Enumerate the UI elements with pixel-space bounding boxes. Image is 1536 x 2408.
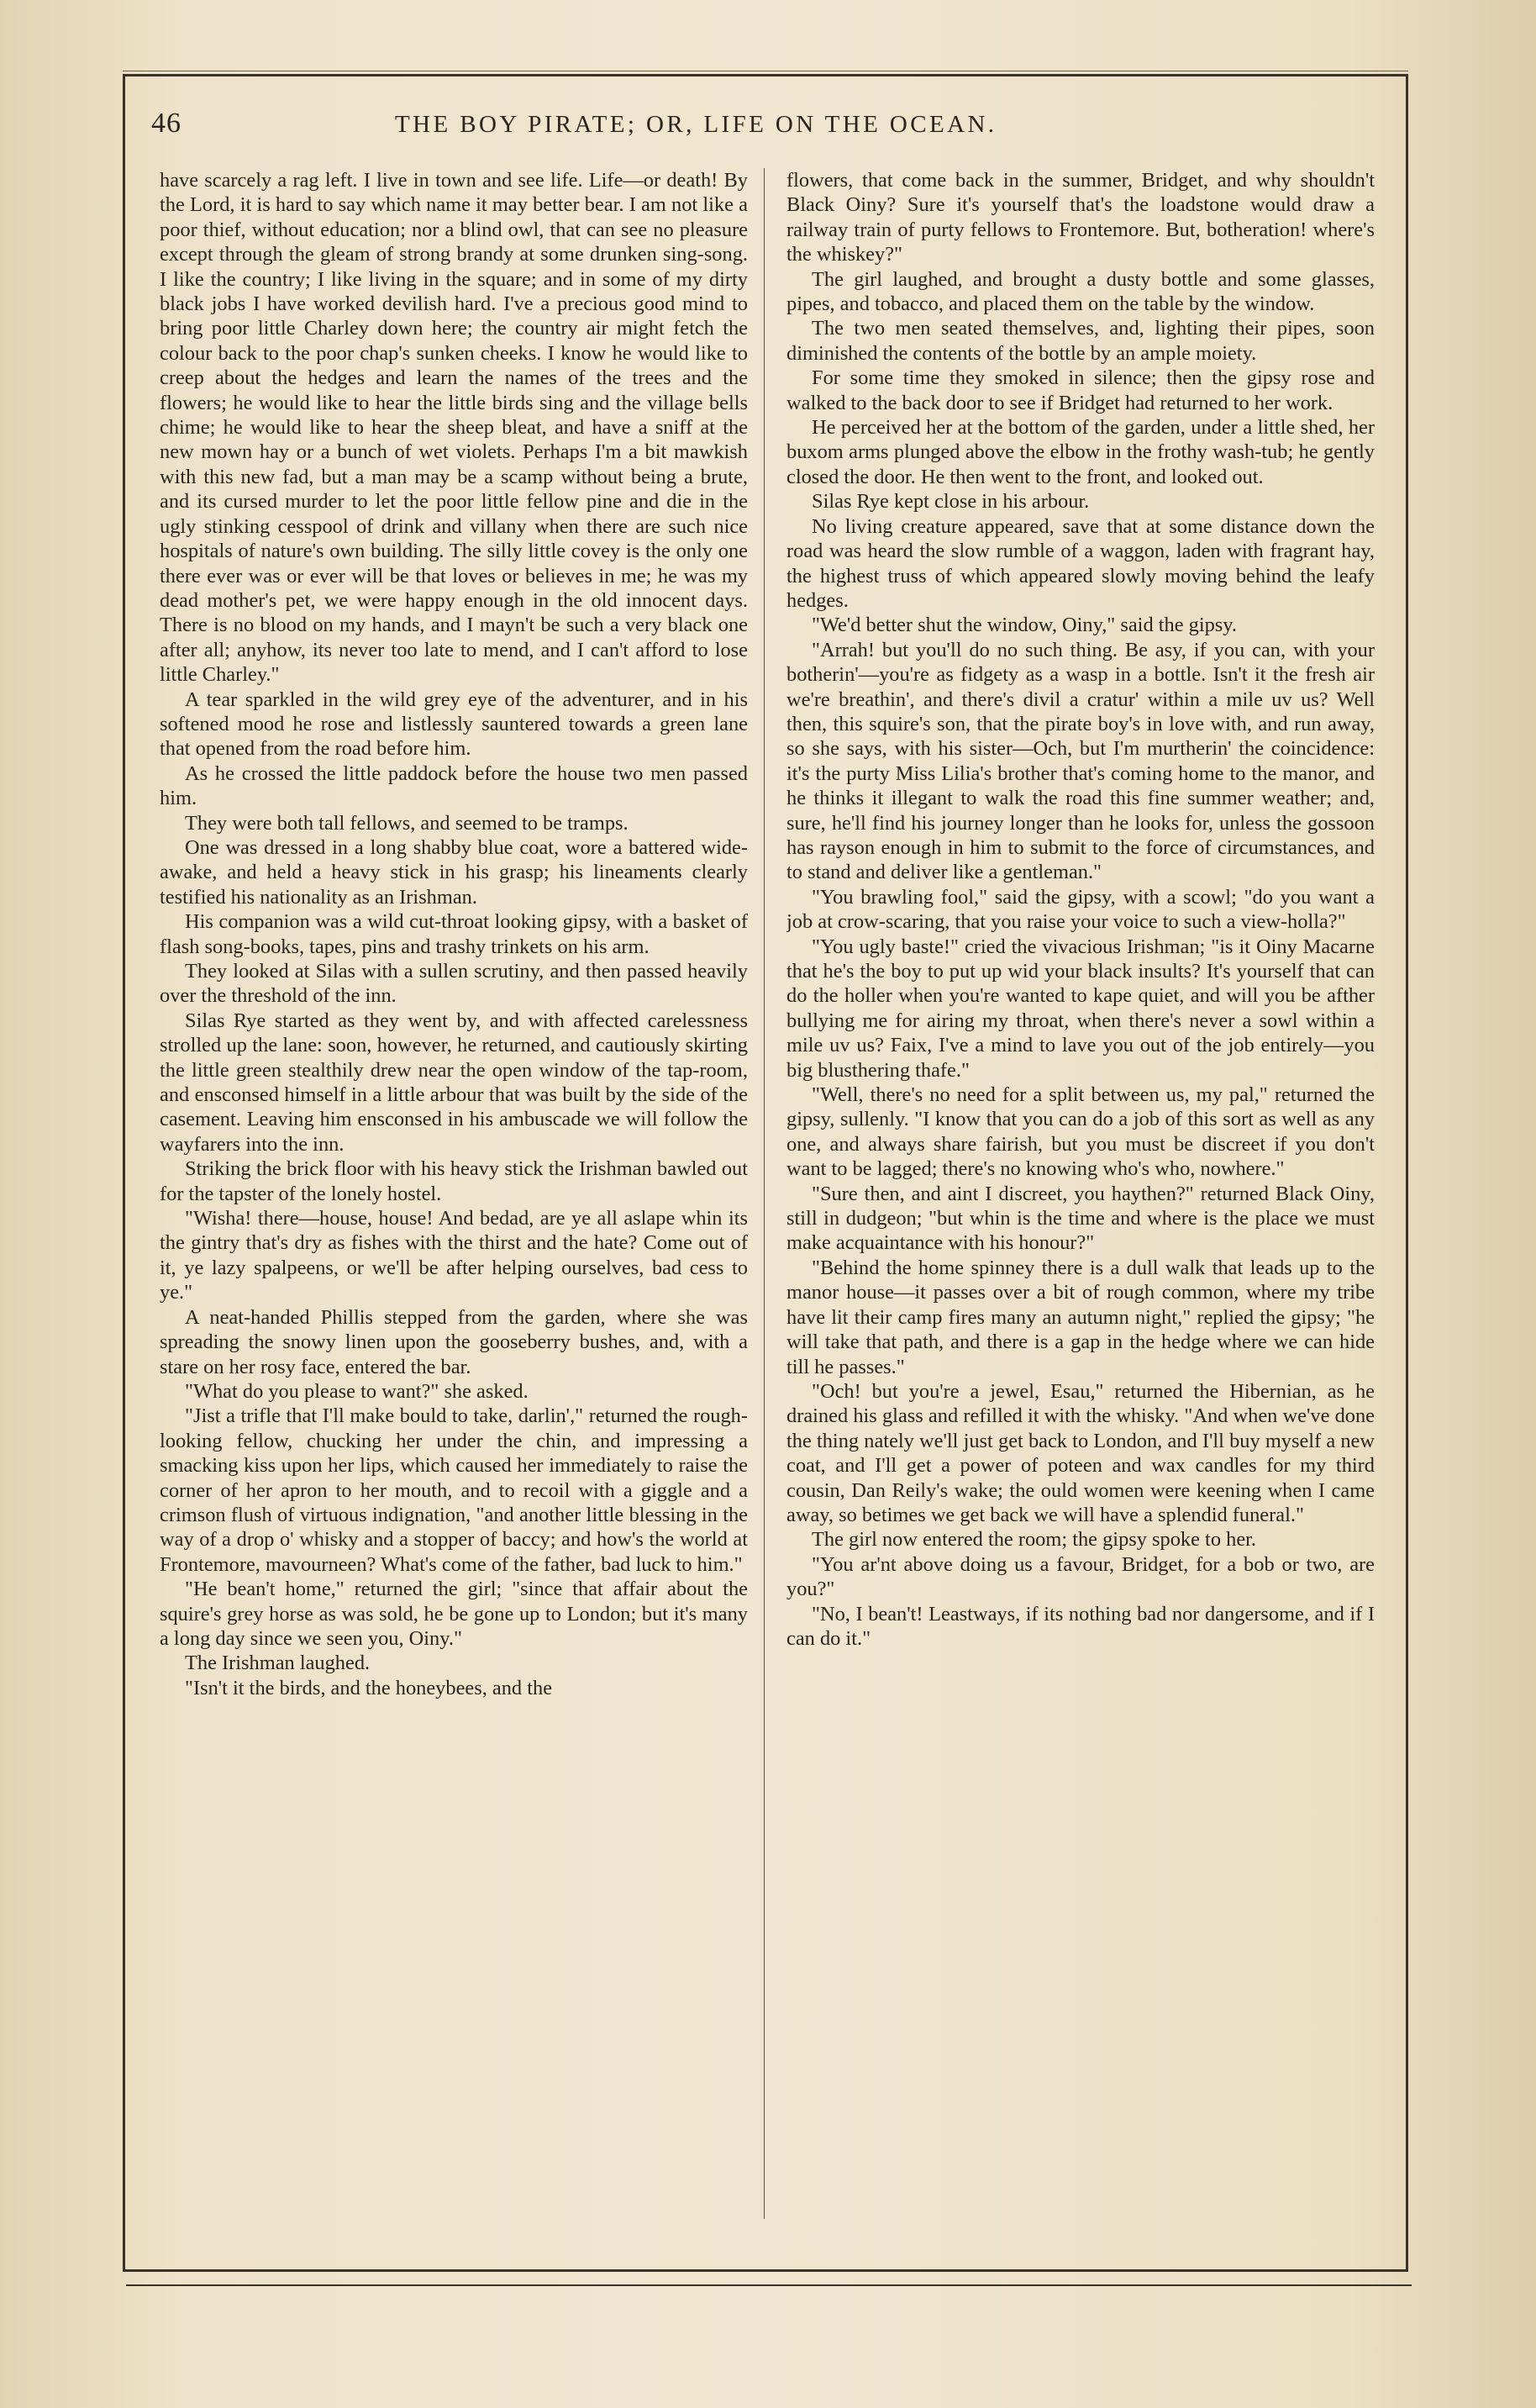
paragraph: have scarcely a rag left. I live in town and see life. Life—or death! By the Lord, it is hard to say which name it may better bear. I am not like a poor thief, without education; nor a blind owl, that can see no pleasure except through the gleam of strong brandy at some drunken sing-song. I like the country; I like living in the square; and in some of my dirty black jobs I have worked devilish hard. I've a precious good mind to bring poor little Charley down here; the country air might fetch the colour back to the poor chap's sunken cheeks. I know he would like to creep about the hedges and learn the names of the trees and the flowers; he would like to hear the little birds sing and the village bells chime; he would like to hear the sheep bleat, and have a sniff at the new mown hay or a bunch of wet violets. Perhaps I'm a bit mawkish with this new fad, but a man may be a scamp without being a brute, and its cursed murder to let the poor little fellow pine and die in the ugly stinking cesspool of drink and villany when there are such nice hospitals of nature's own building. The silly little covey is the only one there ever was or ever will be that loves or believes in me; he was my dead mother's pet, we were happy enough in the old innocent days. There is no blood on my hands, and I mayn't be such a very black one after all; anyhow, its never too late to mend, and I can't afford to lose little Charley."	[160, 169, 748, 687]
page-header	[151, 108, 1395, 145]
paragraph: The girl laughed, and brought a dusty bottle and some glasses, pipes, and tobacco, and placed them on the table by the window.	[786, 267, 1375, 316]
paragraph: One was dressed in a long shabby blue coat, wore a battered wide-awake, and held a heavy stick in his grasp; his lineaments clearly testified his nationality as an Irishman.	[160, 835, 748, 909]
paragraph: They looked at Silas with a sullen scrutiny, and then passed heavily over the threshold of the inn.	[160, 960, 748, 1008]
paragraph: A tear sparkled in the wild grey eye of the adventurer, and in his softened mood he rose and listlessly sauntered towards a green lane that opened from the road before him.	[160, 688, 748, 761]
paragraph: "You ugly baste!" cried the vivacious Irishman; "is it Oiny Macarne that he's the boy to put up wid your black insults? It's yourself that can do the holler when you're wanted to kape quiet, and will you be afther bullying me for airing my throat, when there's never a sowl within a mile uv us? Faix, I've a mind to lave you out of the job entirely—you big blusthering thafe."	[786, 935, 1375, 1082]
column-divider	[764, 168, 765, 2219]
paragraph: For some time they smoked in silence; then the gipsy rose and walked to the back door to see if Bridget had returned to her work.	[786, 366, 1375, 414]
page-number: 46	[151, 108, 181, 139]
paragraph: Silas Rye started as they went by, and with affected carelessness strolled up the lane: soon, however, he returned, and cautiously skirting the little green stealthily drew near the open window of the tap-room, and ensconsed himself in a little arbour that was built by the side of the casement. Leaving him ensconsed in his ambuscade we will follow the wayfarers into the inn.	[160, 1009, 748, 1156]
paragraph: "What do you please to want?" she asked.	[185, 1379, 529, 1403]
paragraph: "You ar'nt above doing us a favour, Bridget, for a bob or two, are you?"	[786, 1552, 1375, 1601]
paragraph: "Well, there's no need for a split between us, my pal," returned the gipsy, sullenly. "I know that you can do a job of this sort as well as any one, and always share fairish, but you must be discreet if you don't want to be lagged; there's no knowing who's who, nowhere."	[786, 1083, 1375, 1181]
left-column	[160, 168, 748, 2227]
paragraph: "Arrah! but you'll do no such thing. Be asy, if you can, with your botherin'—you're as fidgety as a wasp in a bottle. Isn't it the fresh air we're breathin', and there's divil a cratur' within a mile uv us? Well then, this squire's son, that the pirate boy's in love with, and run away, so she says, with his sister—Och, but I'm murtherin' the coincidence: it's the purty Miss Lilia's brother that's coming home to the manor, and he thinks it illegant to walk the road this fine summer weather; and, sure, he'll find his journey longer than he looks for, unless the gossoon has rayson enough in him to submit to the force of circumstances, and to stand and deliver like a gentleman."	[786, 638, 1375, 884]
right-column	[786, 168, 1375, 2227]
paragraph: A neat-handed Phillis stepped from the garden, where she was spreading the snowy linen upon the gooseberry bushes, and, with a stare on her rosy face, entered the bar.	[160, 1305, 748, 1378]
paragraph: The two men seated themselves, and, lighting their pipes, soon diminished the contents of the bottle by an ample moiety.	[786, 317, 1375, 365]
paragraph: "Wisha! there—house, house! And bedad, are ye all aslape whin its the gintry that's dry as fishes with the thirst and the hate? Come out of it, ye lazy spalpeens, or we'll be after helping ourselves, bad cess to ye."	[160, 1207, 748, 1304]
bottom-rule	[126, 2284, 1412, 2286]
paragraph: The girl now entered the room; the gipsy spoke to her.	[812, 1528, 1257, 1552]
paragraph: "Sure then, and aint I discreet, you haythen?" returned Black Oiny, still in dudgeon; "but whin is the time and where is the place we must make acquaintance with his honour?"	[786, 1182, 1375, 1255]
paragraph: His companion was a wild cut-throat looking gipsy, with a basket of flash song-books, tapes, pins and trashy trinkets on his arm.	[160, 910, 748, 958]
paragraph: flowers, that come back in the summer, Bridget, and why shouldn't Black Oiny? Sure it's yourself that's the loadstone would draw a railway train of purty fellows to Frontemore. But, botheration! where's the whiskey?"	[786, 169, 1375, 266]
paragraph: "Behind the home spinney there is a dull walk that leads up to the manor house—it passes over a bit of rough common, where my tribe have lit their camp fires many an autumn night," replied the gipsy; "he will take that path, and there is a gap in the hedge where we can hide till he passes."	[786, 1256, 1375, 1378]
running-title: THE BOY PIRATE; OR, LIFE ON THE OCEAN.	[395, 111, 997, 138]
paragraph: The Irishman laughed.	[185, 1652, 371, 1675]
paragraph: As he crossed the little paddock before the house two men passed him.	[160, 761, 748, 810]
paragraph: "Jist a trifle that I'll make bould to take, darlin'," returned the rough-looking fellow, chucking her under the chin, and impressing a smacking kiss upon her lips, which caused her immediately to raise the corner of her apron to her mouth, and to recoil with a giggle and a crimson flush of virtuous indignation, "and another little blessing in the way of a drop o' whisky and a stopper of baccy; and how's the world at Frontemore, mavourneen? What's come of the father, bad luck to him."	[160, 1404, 748, 1576]
paragraph: "No, I bean't! Leastways, if its nothing bad nor dangersome, and if I can do it."	[786, 1602, 1375, 1650]
paragraph: "You brawling fool," said the gipsy, with a scowl; "do you want a job at crow-scaring, that you raise your voice to such a view-holla?"	[786, 885, 1375, 934]
paragraph: "We'd better shut the window, Oiny," said the gipsy.	[812, 614, 1238, 637]
paragraph: Silas Rye kept close in his arbour.	[812, 490, 1090, 514]
paragraph: "Isn't it the birds, and the honeybees, and the	[185, 1676, 553, 1699]
paragraph: No living creature appeared, save that at some distance down the road was heard the slow rumble of a waggon, laden with fragrant hay, the highest truss of which appeared slowly moving behind the leafy hedges.	[786, 514, 1375, 612]
paragraph: He perceived her at the bottom of the garden, under a little shed, her buxom arms plunged above the elbow in the frothy wash-tub; he gently closed the door. He then went to the front, and looked out.	[786, 416, 1375, 488]
paragraph: Striking the brick floor with his heavy stick the Irishman bawled out for the tapster of the lonely hostel.	[160, 1157, 748, 1205]
paragraph: They were both tall fellows, and seemed to be tramps.	[185, 811, 629, 835]
paragraph: "He bean't home," returned the girl; "since that affair about the squire's grey horse as was sold, he be gone up to London; but it's many a long day since we seen you, Oiny."	[160, 1578, 748, 1650]
paragraph: "Och! but you're a jewel, Esau," returned the Hibernian, as he drained his glass and refilled it with the whisky. "And when we've done the thing nately we'll just get back to London, and I'll buy myself a new coat, and I'll get a power of poteen and wax candles for my third cousin, Dan Reily's wake; the ould women were keening when I came away, so betimes we get back we will have a splendid funeral."	[786, 1379, 1375, 1526]
